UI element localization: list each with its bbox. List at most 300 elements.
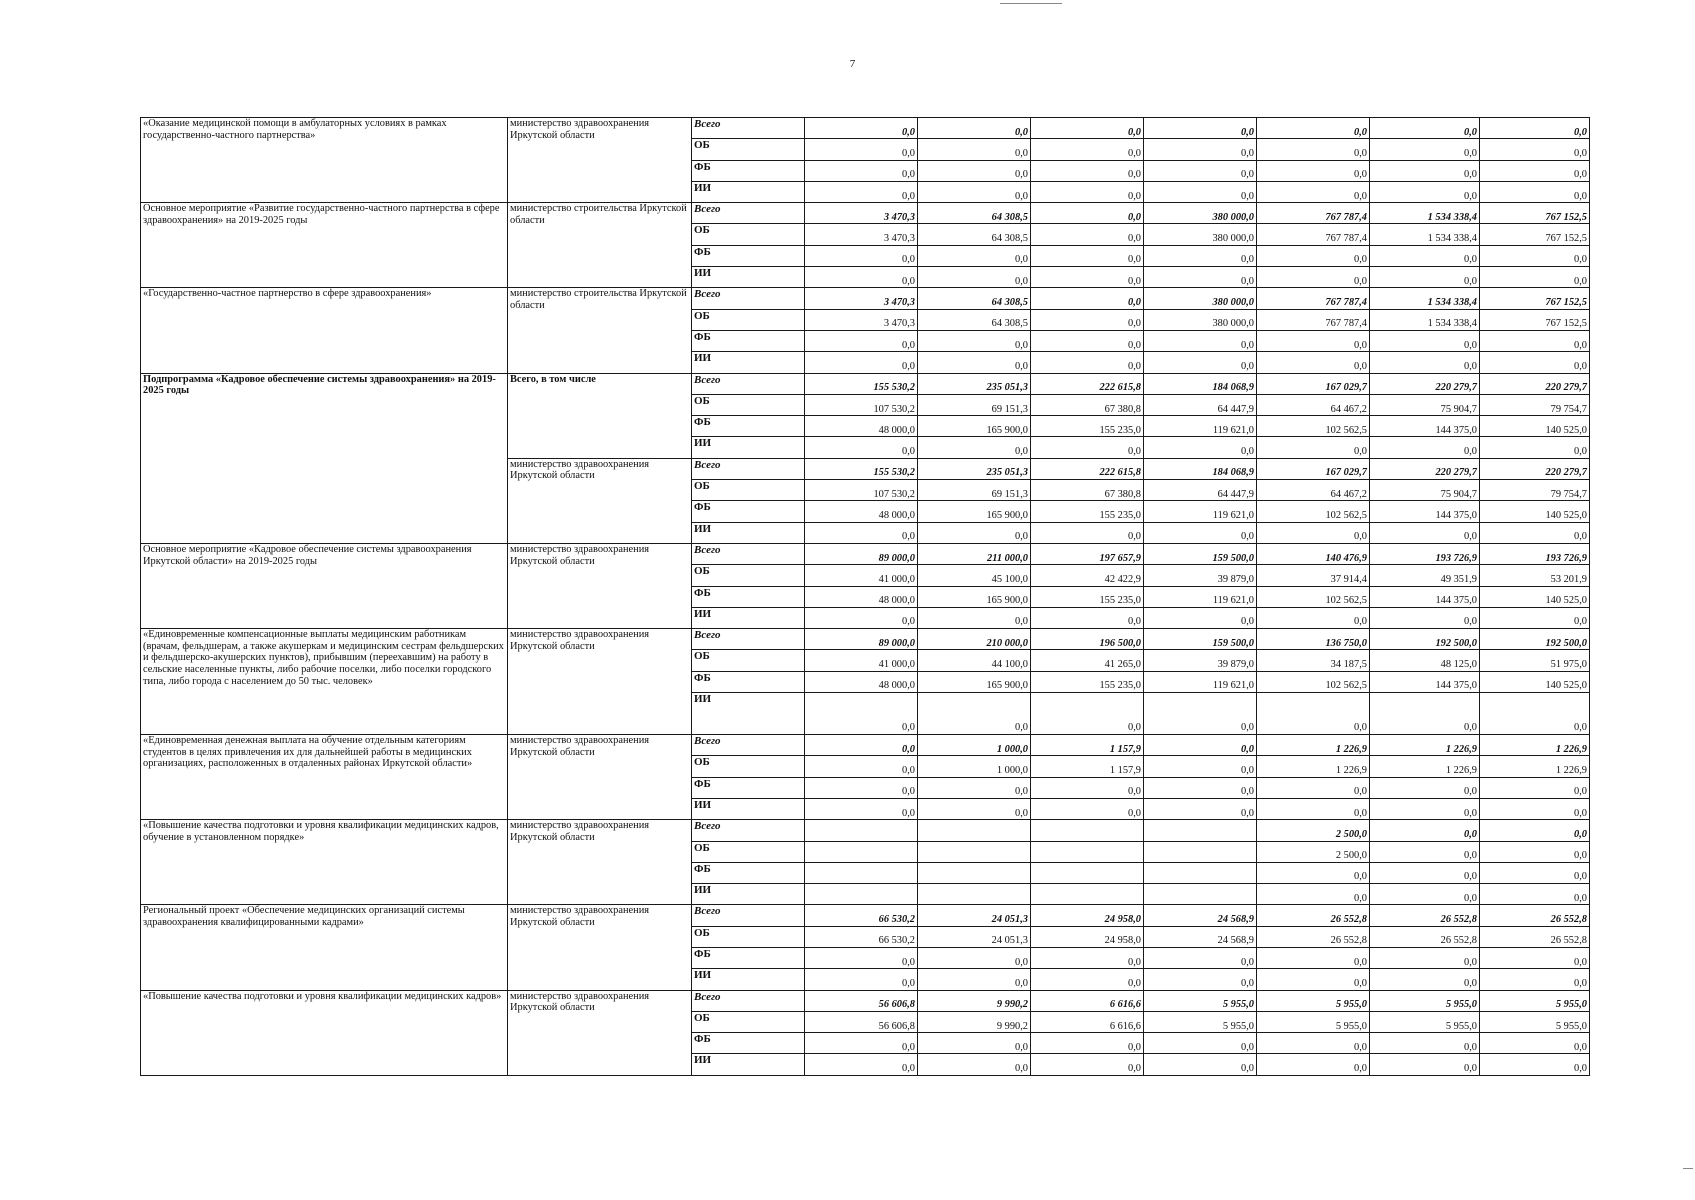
amount-cell: 0,0	[1031, 947, 1144, 968]
amount-cell: 102 562,5	[1257, 416, 1370, 437]
activity-name: Основное мероприятие «Развитие государственно-частного партнерства в сфере здравоохранения» на 2019-2025 годы	[141, 203, 508, 288]
executor-cell: министерство здравоохранения Иркутской области	[508, 905, 692, 990]
amount-cell: 140 525,0	[1480, 416, 1590, 437]
funding-source-cell: ОБ	[692, 841, 805, 862]
executor-cell: министерство здравоохранения Иркутской области	[508, 990, 692, 1075]
activity-name: Основное мероприятие «Кадровое обеспечение системы здравоохранения Иркутской области» на 2019-2025 годы	[141, 543, 508, 628]
amount-cell: 0,0	[1370, 862, 1480, 883]
amount-cell: 767 152,5	[1480, 288, 1590, 309]
executor-cell: министерство здравоохранения Иркутской области	[508, 820, 692, 905]
amount-cell	[1031, 841, 1144, 862]
funding-source-cell: ФБ	[692, 1033, 805, 1054]
amount-cell: 0,0	[918, 522, 1031, 543]
amount-cell: 0,0	[1144, 139, 1257, 160]
scan-artifact	[1683, 1168, 1693, 1169]
funding-source-cell: ФБ	[692, 777, 805, 798]
amount-cell: 0,0	[1480, 330, 1590, 351]
funding-source-cell: ИИ	[692, 352, 805, 373]
activity-name: Региональный проект «Обеспечение медицинских организаций системы здравоохранения квалифицированными кадрами»	[141, 905, 508, 990]
amount-cell: 75 904,7	[1370, 394, 1480, 415]
amount-cell: 0,0	[1144, 607, 1257, 628]
executor-cell: министерство строительства Иркутской области	[508, 288, 692, 373]
amount-cell: 0,0	[1144, 245, 1257, 266]
activity-name: Подпрограмма «Кадровое обеспечение системы здравоохранения» на 2019-2025 годы	[141, 373, 508, 543]
amount-cell: 0,0	[1370, 437, 1480, 458]
amount-cell: 0,0	[1031, 224, 1144, 245]
amount-cell: 0,0	[1257, 352, 1370, 373]
amount-cell: 26 552,8	[1257, 905, 1370, 926]
amount-cell: 5 955,0	[1370, 990, 1480, 1011]
amount-cell: 0,0	[805, 969, 918, 990]
amount-cell: 220 279,7	[1370, 373, 1480, 394]
amount-cell: 0,0	[1031, 437, 1144, 458]
amount-cell: 119 621,0	[1144, 586, 1257, 607]
amount-cell: 89 000,0	[805, 629, 918, 650]
amount-cell: 24 568,9	[1144, 905, 1257, 926]
amount-cell: 220 279,7	[1480, 458, 1590, 479]
amount-cell: 767 787,4	[1257, 203, 1370, 224]
amount-cell: 0,0	[805, 1054, 918, 1075]
amount-cell: 0,0	[918, 139, 1031, 160]
amount-cell: 64 447,9	[1144, 480, 1257, 501]
table-row	[141, 629, 1590, 650]
amount-cell	[918, 884, 1031, 905]
funding-source-cell: ОБ	[692, 139, 805, 160]
amount-cell: 26 552,8	[1480, 905, 1590, 926]
amount-cell: 0,0	[1031, 245, 1144, 266]
amount-cell: 0,0	[1144, 947, 1257, 968]
amount-cell: 0,0	[1480, 693, 1590, 735]
amount-cell: 48 125,0	[1370, 650, 1480, 671]
amount-cell: 3 470,3	[805, 224, 918, 245]
activity-name: «Государственно-частное партнерство в сфере здравоохранения»	[141, 288, 508, 373]
amount-cell: 767 787,4	[1257, 224, 1370, 245]
amount-cell: 0,0	[1031, 139, 1144, 160]
amount-cell: 64 447,9	[1144, 394, 1257, 415]
amount-cell: 0,0	[1370, 1054, 1480, 1075]
amount-cell: 1 157,9	[1031, 756, 1144, 777]
amount-cell: 1 534 338,4	[1370, 203, 1480, 224]
amount-cell: 24 568,9	[1144, 926, 1257, 947]
amount-cell: 0,0	[918, 181, 1031, 202]
amount-cell: 0,0	[1480, 1033, 1590, 1054]
amount-cell: 0,0	[1480, 607, 1590, 628]
amount-cell: 0,0	[918, 352, 1031, 373]
amount-cell: 69 151,3	[918, 394, 1031, 415]
amount-cell: 155 235,0	[1031, 501, 1144, 522]
amount-cell: 192 500,0	[1370, 629, 1480, 650]
amount-cell: 0,0	[1257, 522, 1370, 543]
funding-source-cell: Всего	[692, 458, 805, 479]
amount-cell: 48 000,0	[805, 586, 918, 607]
amount-cell: 107 530,2	[805, 394, 918, 415]
amount-cell: 0,0	[1257, 1054, 1370, 1075]
amount-cell: 24 958,0	[1031, 926, 1144, 947]
amount-cell: 1 000,0	[918, 756, 1031, 777]
amount-cell: 0,0	[805, 160, 918, 181]
amount-cell: 26 552,8	[1257, 926, 1370, 947]
activity-name: «Единовременные компенсационные выплаты медицинским работникам (врачам, фельдшерам, а также акушеркам и медицинским сестрам фельдшерских и фельдшерско-акушерских пунктов), прибывшим (переехавшим) на работу в сельские населенные пункты, либо рабочие поселки, либо поселки городского типа, либо города с населением до 50 тыс. человек»	[141, 629, 508, 735]
amount-cell: 165 900,0	[918, 586, 1031, 607]
amount-cell: 0,0	[1480, 139, 1590, 160]
amount-cell: 0,0	[1031, 777, 1144, 798]
amount-cell: 0,0	[1144, 437, 1257, 458]
amount-cell: 119 621,0	[1144, 416, 1257, 437]
amount-cell: 0,0	[1031, 267, 1144, 288]
amount-cell: 9 990,2	[918, 1011, 1031, 1032]
amount-cell: 0,0	[918, 330, 1031, 351]
amount-cell: 0,0	[1144, 118, 1257, 139]
amount-cell: 0,0	[1031, 352, 1144, 373]
amount-cell: 0,0	[805, 1033, 918, 1054]
amount-cell: 0,0	[1370, 607, 1480, 628]
amount-cell: 41 000,0	[805, 650, 918, 671]
amount-cell: 0,0	[1031, 181, 1144, 202]
amount-cell: 0,0	[1257, 1033, 1370, 1054]
amount-cell: 0,0	[1144, 522, 1257, 543]
amount-cell: 0,0	[1257, 862, 1370, 883]
amount-cell: 0,0	[1480, 352, 1590, 373]
amount-cell: 0,0	[1370, 884, 1480, 905]
amount-cell: 0,0	[1144, 1054, 1257, 1075]
amount-cell: 235 051,3	[918, 373, 1031, 394]
amount-cell: 0,0	[1480, 820, 1590, 841]
amount-cell: 0,0	[1370, 969, 1480, 990]
amount-cell: 0,0	[1480, 118, 1590, 139]
funding-source-cell: Всего	[692, 118, 805, 139]
amount-cell: 5 955,0	[1370, 1011, 1480, 1032]
amount-cell: 0,0	[1257, 267, 1370, 288]
amount-cell: 0,0	[805, 330, 918, 351]
amount-cell: 48 000,0	[805, 671, 918, 692]
funding-source-cell: ФБ	[692, 671, 805, 692]
funding-source-cell: ФБ	[692, 245, 805, 266]
amount-cell: 0,0	[1480, 884, 1590, 905]
amount-cell	[805, 884, 918, 905]
amount-cell	[918, 862, 1031, 883]
amount-cell: 767 152,5	[1480, 309, 1590, 330]
amount-cell: 0,0	[1257, 798, 1370, 819]
amount-cell: 167 029,7	[1257, 458, 1370, 479]
funding-source-cell: ИИ	[692, 522, 805, 543]
amount-cell: 0,0	[918, 118, 1031, 139]
amount-cell: 107 530,2	[805, 480, 918, 501]
amount-cell: 0,0	[1370, 947, 1480, 968]
amount-cell	[918, 820, 1031, 841]
amount-cell	[918, 841, 1031, 862]
amount-cell: 380 000,0	[1144, 203, 1257, 224]
amount-cell: 159 500,0	[1144, 629, 1257, 650]
budget-table	[140, 117, 1590, 1076]
amount-cell: 0,0	[1257, 160, 1370, 181]
funding-source-cell: ИИ	[692, 884, 805, 905]
amount-cell: 1 226,9	[1257, 735, 1370, 756]
funding-source-cell: ИИ	[692, 267, 805, 288]
amount-cell: 119 621,0	[1144, 501, 1257, 522]
funding-source-cell: Всего	[692, 373, 805, 394]
amount-cell: 184 068,9	[1144, 373, 1257, 394]
amount-cell: 75 904,7	[1370, 480, 1480, 501]
amount-cell: 89 000,0	[805, 543, 918, 564]
amount-cell: 144 375,0	[1370, 586, 1480, 607]
amount-cell: 5 955,0	[1257, 990, 1370, 1011]
amount-cell: 34 187,5	[1257, 650, 1370, 671]
amount-cell: 0,0	[1031, 607, 1144, 628]
amount-cell: 64 308,5	[918, 224, 1031, 245]
amount-cell: 0,0	[1144, 735, 1257, 756]
amount-cell: 380 000,0	[1144, 309, 1257, 330]
amount-cell: 64 308,5	[918, 288, 1031, 309]
funding-source-cell: ОБ	[692, 756, 805, 777]
amount-cell: 0,0	[1480, 160, 1590, 181]
executor-cell: Всего, в том числе	[508, 373, 692, 458]
amount-cell: 165 900,0	[918, 416, 1031, 437]
table-body	[141, 118, 1590, 1076]
table-row	[141, 288, 1590, 309]
amount-cell: 5 955,0	[1144, 1011, 1257, 1032]
amount-cell: 159 500,0	[1144, 543, 1257, 564]
amount-cell: 0,0	[1257, 330, 1370, 351]
amount-cell: 193 726,9	[1480, 543, 1590, 564]
amount-cell: 2 500,0	[1257, 841, 1370, 862]
amount-cell: 0,0	[805, 181, 918, 202]
amount-cell: 6 616,6	[1031, 1011, 1144, 1032]
amount-cell: 0,0	[805, 352, 918, 373]
table-row	[141, 373, 1590, 394]
amount-cell: 0,0	[1257, 181, 1370, 202]
amount-cell: 211 000,0	[918, 543, 1031, 564]
amount-cell: 140 525,0	[1480, 671, 1590, 692]
amount-cell: 0,0	[1370, 777, 1480, 798]
amount-cell: 0,0	[1370, 841, 1480, 862]
table-row	[141, 203, 1590, 224]
amount-cell: 0,0	[1480, 245, 1590, 266]
amount-cell: 192 500,0	[1480, 629, 1590, 650]
amount-cell: 64 308,5	[918, 203, 1031, 224]
activity-name: «Повышение качества подготовки и уровня квалификации медицинских кадров, обучение в установленном порядке»	[141, 820, 508, 905]
amount-cell: 0,0	[1031, 203, 1144, 224]
amount-cell: 0,0	[1257, 884, 1370, 905]
amount-cell: 53 201,9	[1480, 565, 1590, 586]
amount-cell: 5 955,0	[1480, 1011, 1590, 1032]
table-row	[141, 990, 1590, 1011]
amount-cell: 67 380,8	[1031, 394, 1144, 415]
amount-cell: 0,0	[805, 777, 918, 798]
amount-cell: 0,0	[805, 267, 918, 288]
amount-cell: 102 562,5	[1257, 586, 1370, 607]
amount-cell: 220 279,7	[1370, 458, 1480, 479]
amount-cell: 3 470,3	[805, 309, 918, 330]
amount-cell: 0,0	[918, 1033, 1031, 1054]
amount-cell: 3 470,3	[805, 288, 918, 309]
amount-cell: 1 226,9	[1370, 756, 1480, 777]
amount-cell: 0,0	[805, 245, 918, 266]
amount-cell: 0,0	[1031, 1033, 1144, 1054]
amount-cell: 155 530,2	[805, 373, 918, 394]
amount-cell: 0,0	[1370, 330, 1480, 351]
amount-cell: 767 787,4	[1257, 309, 1370, 330]
funding-source-cell: ОБ	[692, 650, 805, 671]
amount-cell: 196 500,0	[1031, 629, 1144, 650]
amount-cell: 5 955,0	[1480, 990, 1590, 1011]
funding-source-cell: ОБ	[692, 1011, 805, 1032]
amount-cell: 0,0	[918, 693, 1031, 735]
executor-cell: министерство здравоохранения Иркутской области	[508, 458, 692, 543]
amount-cell: 0,0	[1031, 288, 1144, 309]
funding-source-cell: ОБ	[692, 394, 805, 415]
amount-cell: 165 900,0	[918, 671, 1031, 692]
amount-cell: 3 470,3	[805, 203, 918, 224]
amount-cell: 0,0	[918, 607, 1031, 628]
amount-cell: 140 525,0	[1480, 586, 1590, 607]
amount-cell: 64 308,5	[918, 309, 1031, 330]
amount-cell: 0,0	[918, 1054, 1031, 1075]
amount-cell	[1144, 862, 1257, 883]
amount-cell	[1144, 841, 1257, 862]
amount-cell: 0,0	[805, 735, 918, 756]
funding-source-cell: Всего	[692, 543, 805, 564]
amount-cell: 193 726,9	[1370, 543, 1480, 564]
amount-cell: 0,0	[918, 160, 1031, 181]
amount-cell: 0,0	[1257, 947, 1370, 968]
funding-source-cell: Всего	[692, 629, 805, 650]
amount-cell: 0,0	[1144, 777, 1257, 798]
funding-source-cell: ОБ	[692, 480, 805, 501]
amount-cell: 79 754,7	[1480, 394, 1590, 415]
amount-cell: 0,0	[805, 522, 918, 543]
amount-cell: 51 975,0	[1480, 650, 1590, 671]
funding-source-cell: ОБ	[692, 224, 805, 245]
amount-cell: 0,0	[1370, 1033, 1480, 1054]
amount-cell: 0,0	[1480, 777, 1590, 798]
amount-cell: 184 068,9	[1144, 458, 1257, 479]
amount-cell: 41 000,0	[805, 565, 918, 586]
amount-cell: 0,0	[1480, 862, 1590, 883]
amount-cell: 24 051,3	[918, 905, 1031, 926]
amount-cell: 26 552,8	[1370, 905, 1480, 926]
amount-cell: 26 552,8	[1370, 926, 1480, 947]
amount-cell: 26 552,8	[1480, 926, 1590, 947]
amount-cell: 0,0	[1370, 139, 1480, 160]
amount-cell: 1 226,9	[1480, 735, 1590, 756]
funding-source-cell: ФБ	[692, 586, 805, 607]
amount-cell: 210 000,0	[918, 629, 1031, 650]
table-row	[141, 820, 1590, 841]
amount-cell: 64 467,2	[1257, 394, 1370, 415]
amount-cell: 144 375,0	[1370, 671, 1480, 692]
amount-cell: 0,0	[1370, 820, 1480, 841]
amount-cell: 0,0	[805, 947, 918, 968]
amount-cell: 5 955,0	[1257, 1011, 1370, 1032]
funding-source-cell: ОБ	[692, 926, 805, 947]
funding-source-cell: ИИ	[692, 969, 805, 990]
amount-cell: 0,0	[1480, 947, 1590, 968]
amount-cell: 1 226,9	[1480, 756, 1590, 777]
amount-cell: 0,0	[1480, 969, 1590, 990]
amount-cell: 0,0	[1144, 1033, 1257, 1054]
amount-cell: 1 226,9	[1257, 756, 1370, 777]
amount-cell: 380 000,0	[1144, 288, 1257, 309]
amount-cell: 102 562,5	[1257, 671, 1370, 692]
amount-cell: 0,0	[1480, 841, 1590, 862]
amount-cell: 0,0	[1480, 798, 1590, 819]
amount-cell	[805, 820, 918, 841]
amount-cell: 49 351,9	[1370, 565, 1480, 586]
amount-cell: 0,0	[1370, 352, 1480, 373]
amount-cell: 0,0	[918, 969, 1031, 990]
amount-cell: 6 616,6	[1031, 990, 1144, 1011]
amount-cell: 767 787,4	[1257, 288, 1370, 309]
amount-cell: 1 226,9	[1370, 735, 1480, 756]
amount-cell: 222 615,8	[1031, 373, 1144, 394]
amount-cell: 0,0	[805, 756, 918, 777]
amount-cell: 1 157,9	[1031, 735, 1144, 756]
amount-cell: 0,0	[1370, 522, 1480, 543]
amount-cell: 0,0	[1031, 798, 1144, 819]
funding-source-cell: ИИ	[692, 693, 805, 735]
amount-cell: 197 657,9	[1031, 543, 1144, 564]
amount-cell: 767 152,5	[1480, 224, 1590, 245]
funding-source-cell: ФБ	[692, 862, 805, 883]
funding-source-cell: ИИ	[692, 607, 805, 628]
amount-cell: 48 000,0	[805, 416, 918, 437]
amount-cell: 0,0	[1031, 160, 1144, 181]
amount-cell	[805, 862, 918, 883]
amount-cell: 42 422,9	[1031, 565, 1144, 586]
amount-cell: 0,0	[1144, 160, 1257, 181]
amount-cell: 0,0	[918, 798, 1031, 819]
funding-source-cell: ОБ	[692, 565, 805, 586]
scan-artifact	[1000, 3, 1062, 4]
amount-cell: 0,0	[1257, 693, 1370, 735]
amount-cell: 0,0	[1480, 267, 1590, 288]
funding-source-cell: Всего	[692, 820, 805, 841]
executor-cell: министерство здравоохранения Иркутской области	[508, 629, 692, 735]
amount-cell: 0,0	[1031, 693, 1144, 735]
amount-cell: 0,0	[1144, 798, 1257, 819]
amount-cell: 0,0	[1257, 437, 1370, 458]
amount-cell: 155 235,0	[1031, 671, 1144, 692]
amount-cell: 39 879,0	[1144, 565, 1257, 586]
funding-source-cell: ИИ	[692, 181, 805, 202]
amount-cell: 140 525,0	[1480, 501, 1590, 522]
amount-cell: 0,0	[1144, 969, 1257, 990]
executor-cell: министерство здравоохранения Иркутской области	[508, 735, 692, 820]
amount-cell: 79 754,7	[1480, 480, 1590, 501]
amount-cell: 0,0	[1370, 798, 1480, 819]
amount-cell: 0,0	[1031, 118, 1144, 139]
amount-cell: 0,0	[1370, 118, 1480, 139]
amount-cell	[1031, 820, 1144, 841]
amount-cell: 0,0	[1257, 245, 1370, 266]
funding-source-cell: ФБ	[692, 160, 805, 181]
amount-cell: 45 100,0	[918, 565, 1031, 586]
amount-cell: 0,0	[1031, 1054, 1144, 1075]
amount-cell: 44 100,0	[918, 650, 1031, 671]
amount-cell: 235 051,3	[918, 458, 1031, 479]
page-number: 7	[849, 58, 856, 70]
amount-cell: 0,0	[1031, 330, 1144, 351]
amount-cell: 140 476,9	[1257, 543, 1370, 564]
amount-cell: 380 000,0	[1144, 224, 1257, 245]
amount-cell: 0,0	[1370, 693, 1480, 735]
amount-cell: 0,0	[1370, 267, 1480, 288]
amount-cell: 136 750,0	[1257, 629, 1370, 650]
amount-cell: 0,0	[1370, 181, 1480, 202]
amount-cell: 0,0	[1144, 330, 1257, 351]
activity-name: «Единовременная денежная выплата на обучение отдельным категориям студентов в целях привлечения их для дальнейшей работы в медицинских организациях, расположенных в отдаленных районах Иркутской области»	[141, 735, 508, 820]
amount-cell	[1144, 884, 1257, 905]
